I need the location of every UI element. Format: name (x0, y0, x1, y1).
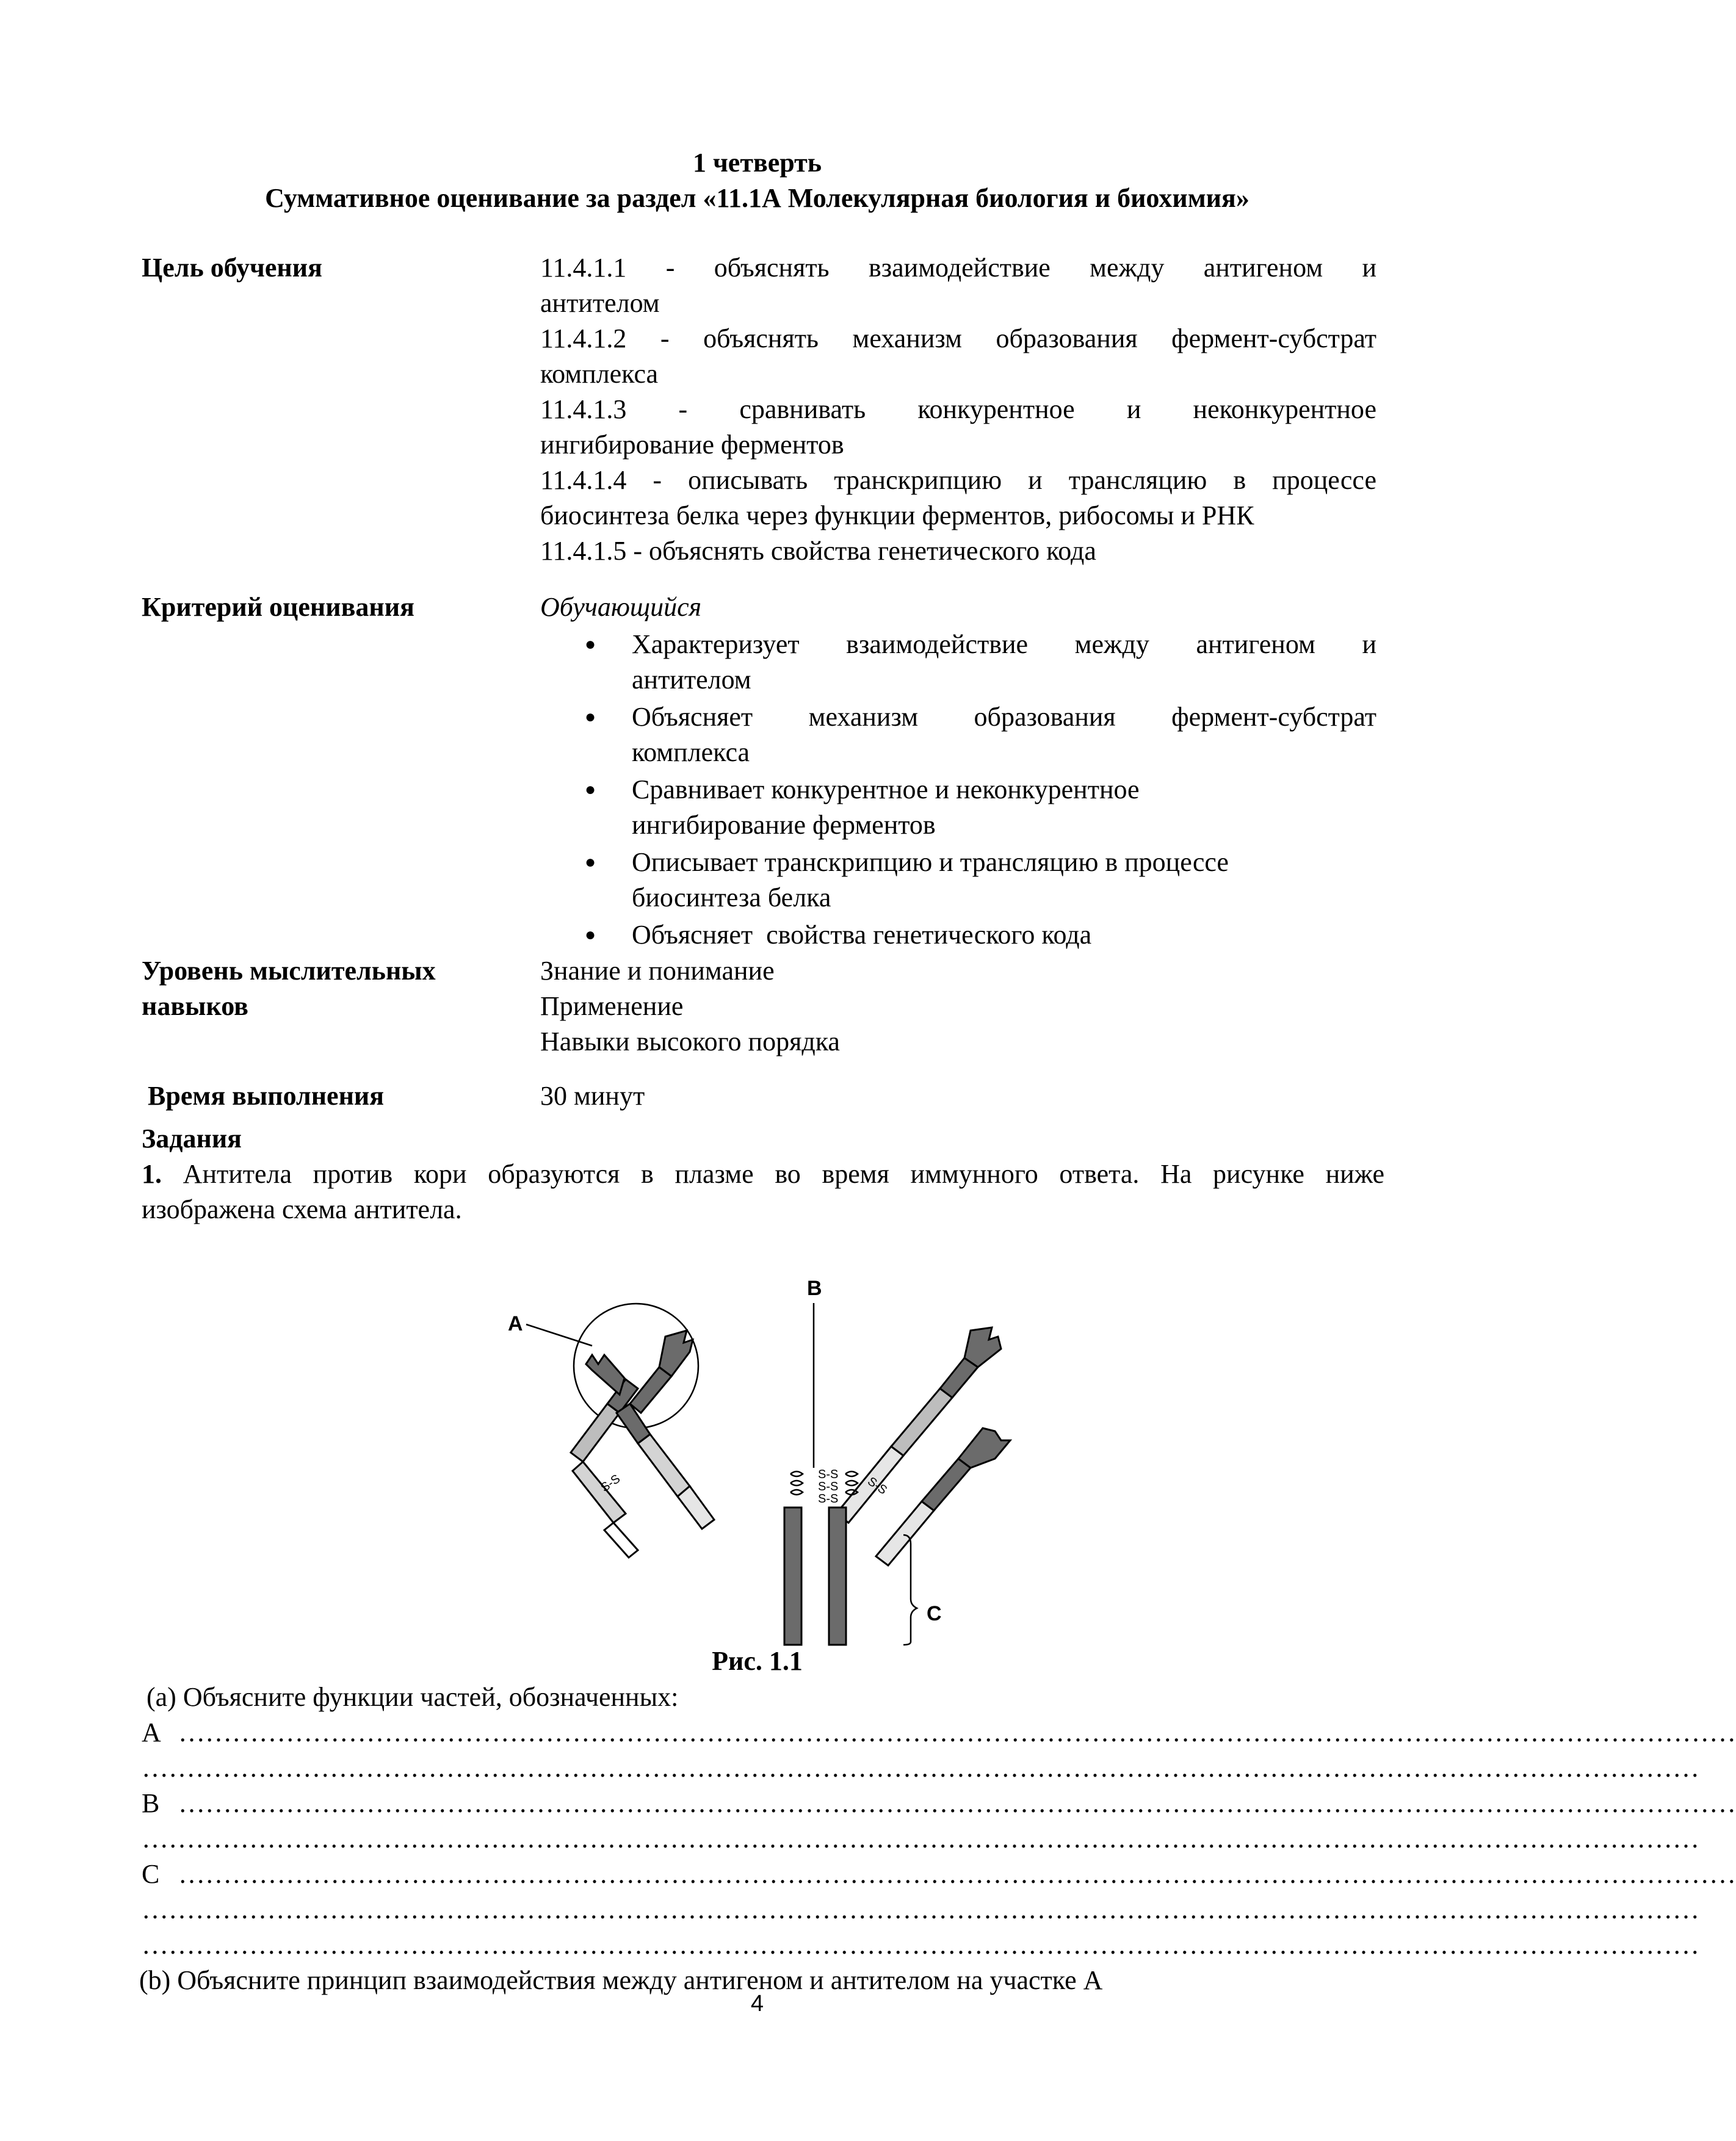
answer-a-line1[interactable]: ………………………………………………………………………………………………………………………………………………………… (178, 1717, 1736, 1747)
disulfide-label: S-S (818, 1492, 839, 1506)
answer-c-line2[interactable]: ………………………………………………………………………………………………………………………………………………………… (142, 1894, 1699, 1924)
goal-2-line1: 11.4.1.2 - объяснять механизм образования фермент-субстрат (540, 323, 1376, 353)
bullet-icon: ● (585, 925, 596, 945)
thinking-level-2: Применение (540, 991, 684, 1021)
criterion-3-line1: Сравнивает конкурентное и неконкурентное (632, 774, 1140, 804)
bullet-icon: ● (585, 634, 596, 654)
question-1-text-line1: Антитела против кори образуются в плазме во время иммунного ответа. На рисунке ниже (183, 1159, 1385, 1189)
figure-label-c: C (927, 1602, 942, 1625)
fc-heavy-chain-left (784, 1507, 801, 1645)
disulfide-label: S-S (818, 1480, 839, 1493)
bullet-icon: ● (585, 707, 596, 727)
section-title: Суммативное оценивание за раздел «11.1А Молекулярная биология и биохимия» (265, 183, 1250, 213)
criterion-1-line1: Характеризует взаимодействие между антигеном и (632, 629, 1376, 659)
thinking-level-1: Знание и понимание (540, 956, 775, 986)
page-number: 4 (750, 1991, 764, 2016)
hinge-coil-right (845, 1471, 858, 1495)
duration-value: 30 минут (540, 1081, 645, 1111)
answer-b-line1[interactable]: ………………………………………………………………………………………………………………………………………………………… (178, 1788, 1736, 1818)
answer-a-prefix: A (142, 1717, 161, 1747)
answer-c-line3[interactable]: ………………………………………………………………………………………………………………………………………………………… (142, 1930, 1699, 1960)
learning-goals-label: Цель обучения (142, 253, 322, 283)
goal-3-line2: ингибирование ферментов (540, 430, 844, 460)
goal-4-line2: биосинтеза белка через функции ферментов, рибосомы и РНК (540, 500, 1254, 530)
criteria-label: Критерий оценивания (142, 592, 414, 622)
duration-label: Время выполнения (148, 1081, 385, 1111)
criterion-4-line2: биосинтеза белка (632, 883, 831, 912)
answer-c-prefix: C (142, 1859, 160, 1889)
goal-3-line1: 11.4.1.3 - сравнивать конкурентное и неконкурентное (540, 394, 1376, 424)
left-arm (571, 1330, 714, 1558)
tasks-heading: Задания (142, 1124, 242, 1154)
bullet-icon: ● (585, 779, 596, 800)
thinking-levels-label-line2: навыков (142, 991, 248, 1021)
answer-b-line2[interactable]: ………………………………………………………………………………………………………………………………………………………… (142, 1824, 1699, 1854)
disulfide-label: S-S (865, 1475, 890, 1498)
goal-5-line1: 11.4.1.5 - объяснять свойства генетического кода (540, 536, 1096, 566)
disulfide-label: S-S (818, 1468, 839, 1481)
criterion-5-line1: Объясняет свойства генетического кода (632, 920, 1092, 950)
thinking-levels-label-line1: Уровень мыслительных (142, 956, 436, 986)
goal-2-line2: комплекса (540, 359, 659, 389)
question-1-line2: изображена схема антитела. (142, 1194, 462, 1224)
figure-label-b: B (807, 1277, 822, 1300)
figure-label-a: A (508, 1312, 523, 1335)
goal-1-line2: антителом (540, 288, 660, 318)
question-1-line1 (142, 1157, 1384, 1192)
hinge-coil-left (790, 1471, 803, 1495)
thinking-level-3: Навыки высокого порядка (540, 1027, 840, 1056)
goal-4-line1: 11.4.1.4 - описывать транскрипцию и трансляцию в процессе (540, 465, 1376, 495)
answer-c-line1[interactable]: ………………………………………………………………………………………………………………………………………………………… (178, 1859, 1736, 1889)
answer-a-line2[interactable]: ………………………………………………………………………………………………………………………………………………………… (142, 1753, 1699, 1783)
label-c-bracket (903, 1535, 917, 1645)
question-1-number: 1. (142, 1159, 162, 1189)
part-a-prompt: (a) Объясните функции частей, обозначенных: (146, 1682, 679, 1712)
criterion-2-line1: Объясняет механизм образования фермент-субстрат (632, 702, 1376, 732)
fc-heavy-chain-right (829, 1507, 846, 1645)
criterion-3-line2: ингибирование ферментов (632, 810, 936, 840)
criterion-2-line2: комплекса (632, 737, 750, 767)
answer-b-prefix: B (142, 1788, 160, 1818)
goal-1-line1: 11.4.1.1 - объяснять взаимодействие между антигеном и (540, 253, 1376, 283)
quarter-title: 1 четверть (692, 148, 822, 178)
antibody-diagram (476, 1257, 1038, 1648)
criterion-1-line2: антителом (632, 665, 751, 695)
criteria-intro: Обучающийся (540, 592, 702, 622)
disulfide-label: S-S (598, 1471, 623, 1495)
figure-caption: Рис. 1.1 (712, 1646, 803, 1676)
part-b-prompt: (b) Объясните принцип взаимодействия между антигеном и антителом на участке A (139, 1965, 1103, 1995)
criterion-4-line1: Описывает транскрипцию и трансляцию в процессе (632, 847, 1229, 877)
right-arm (836, 1327, 1010, 1565)
bullet-icon: ● (585, 852, 596, 872)
